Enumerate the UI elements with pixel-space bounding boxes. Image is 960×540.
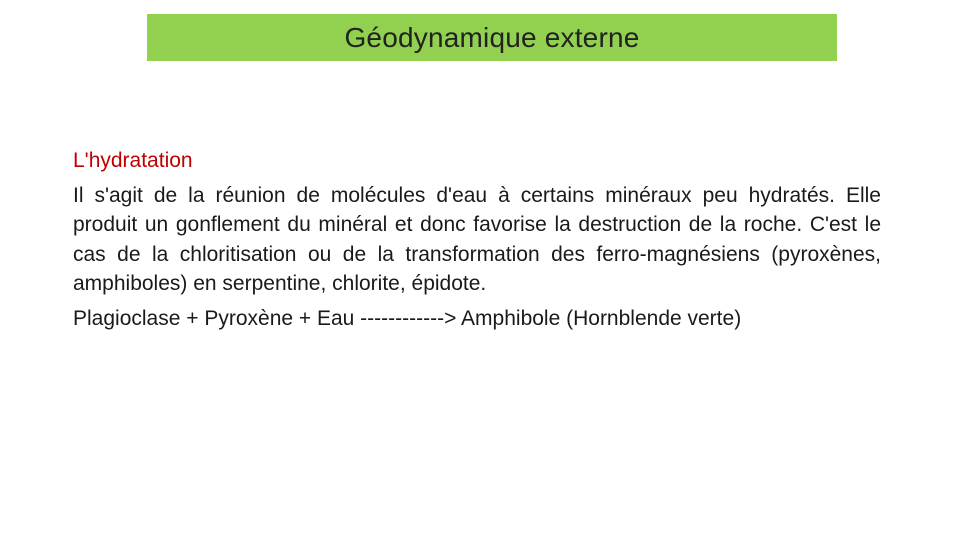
title-bar — [147, 14, 837, 61]
section-heading: L'hydratation — [73, 149, 193, 172]
reaction-equation: Plagioclase + Pyroxène + Eau ------------> Amphibole (Hornblende verte) — [73, 306, 742, 330]
slide-title: Géodynamique externe — [344, 21, 640, 53]
slide-content — [73, 146, 881, 333]
body-paragraph: Il s'agit de la réunion de molécules d'eau à certains minéraux peu hydratés. Elle produit un gonflement du minéral et donc favorise la destruction de la roche. C'est le cas de la chloritisation ou de la transformation des ferro-magnésiens (pyroxènes, amphiboles) en serpentine, chlorite, épidote. — [73, 183, 881, 295]
